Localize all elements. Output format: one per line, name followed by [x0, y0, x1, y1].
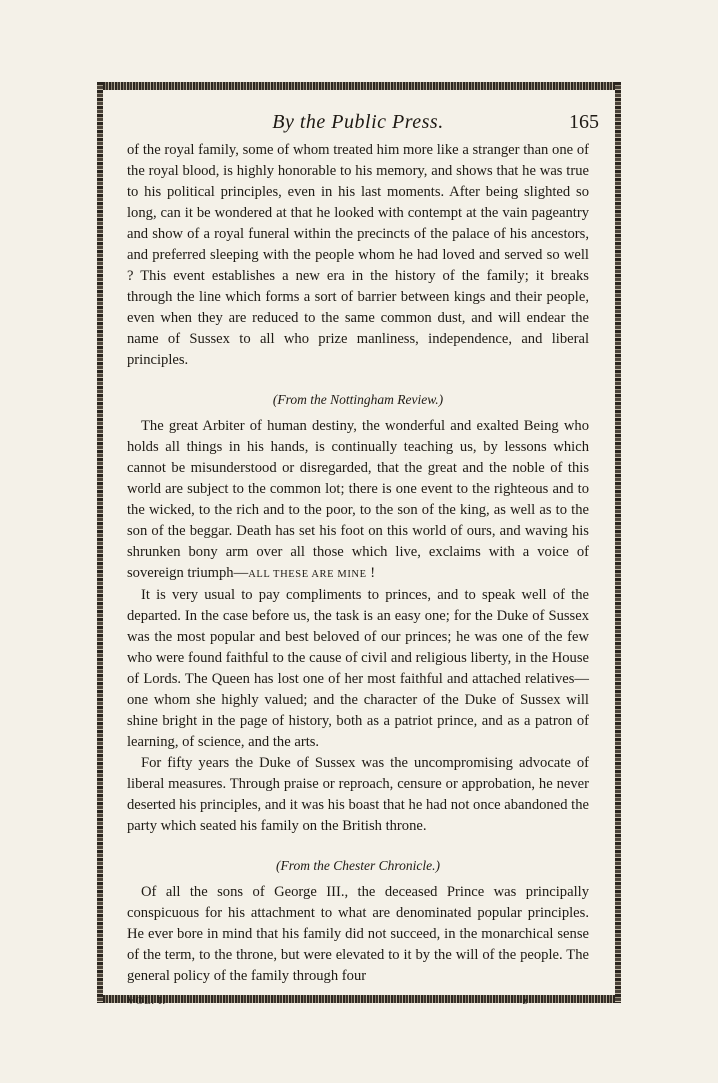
source-suffix: ) — [438, 392, 444, 407]
paragraph-text: The great Arbiter of human destiny, the wonderful and exalted Being who holds all things in his hands, is continually teaching us, by lessons which cannot be misunderstood or disregarded, that the great and the noble of this world are subject to the common lot; there is one event to the righteous and to the wicked, to the rich and to the poor, to the son of the king, as well as to the son of the beggar. Death has set his foot on this world of ours, and waving his shrunken bony arm over all those which live, exclaims with a voice of sovereign triumph— — [127, 418, 589, 581]
source-suffix: ) — [435, 858, 440, 873]
page-number: 165 — [569, 111, 599, 133]
left-ornamental-border — [97, 82, 103, 1003]
paragraph-end: ! — [366, 565, 376, 581]
page-content — [127, 104, 599, 1009]
paragraph — [127, 416, 589, 585]
paragraph: It is very usual to pay compliments to princes, and to speak well of the departed. In the case before us, the task is an easy one; for the Duke of Sussex was the most popular and best beloved of our princes; he was one of the few who were found faithful to the cause of civil and religious liberty, in the House of Lords. The Queen has lost one of her most faithful and attached relatives—one whom she highly valued; and the character of the Duke of Sussex will shine bright in the page of history, both as a patriot prince, and as a patron of learning, of science, and the arts. — [127, 587, 589, 750]
running-title: By the Public Press. — [272, 111, 444, 133]
signature-mark: z — [523, 995, 528, 1007]
source-title: Nottingham Review. — [330, 392, 439, 407]
source-title: Chester Chronicle. — [333, 858, 436, 873]
top-ornamental-border — [97, 82, 621, 90]
continued-paragraph: of the royal family, some of whom treated him more like a stranger than one of the royal blood, is highly honorable to his memory, and shows that he was true to his political principles, even in his last moments. After being slighted so long, can it be wondered at that he looked with contempt at the vain pageantry and show of a royal funeral within the precincts of the palace of his ancestors, and preferred sleeping with the people whom he had loved and served so well ? This event establishes a new era in the history of the family; it breaks through the line which forms a sort of barrier between kings and their people, even when they are reduced to the same common dust, and will endear the name of Sussex to all who prize manliness, independence, and liberal principles. — [127, 142, 589, 368]
right-ornamental-border — [615, 82, 621, 1003]
paragraph: For fifty years the Duke of Sussex was the uncompromising advocate of liberal measures. Through praise or reproach, censure or approbation, he never deserted his principles, and it was his boast that he had not once abandoned the party which seated his family on the British throne. — [127, 755, 589, 834]
page-footer — [127, 991, 589, 1009]
volume-label: VOL. I. — [127, 995, 166, 1007]
source-prefix: (From the — [276, 858, 334, 873]
running-head — [127, 104, 599, 140]
source-heading-chester — [127, 855, 589, 876]
source-heading-nottingham — [127, 389, 589, 410]
paragraph: Of all the sons of George III., the deceased Prince was principally conspicuous for his attachment to what are denominated popular principles. He ever bore in mind that his family did not succeed, in the monarchical sense of the term, to the throne, but were elevated to it by the will of the people. The general policy of the family through four — [127, 884, 589, 984]
small-caps-phrase: ALL THESE ARE MINE — [248, 569, 367, 580]
source-prefix: (From the — [272, 392, 331, 407]
